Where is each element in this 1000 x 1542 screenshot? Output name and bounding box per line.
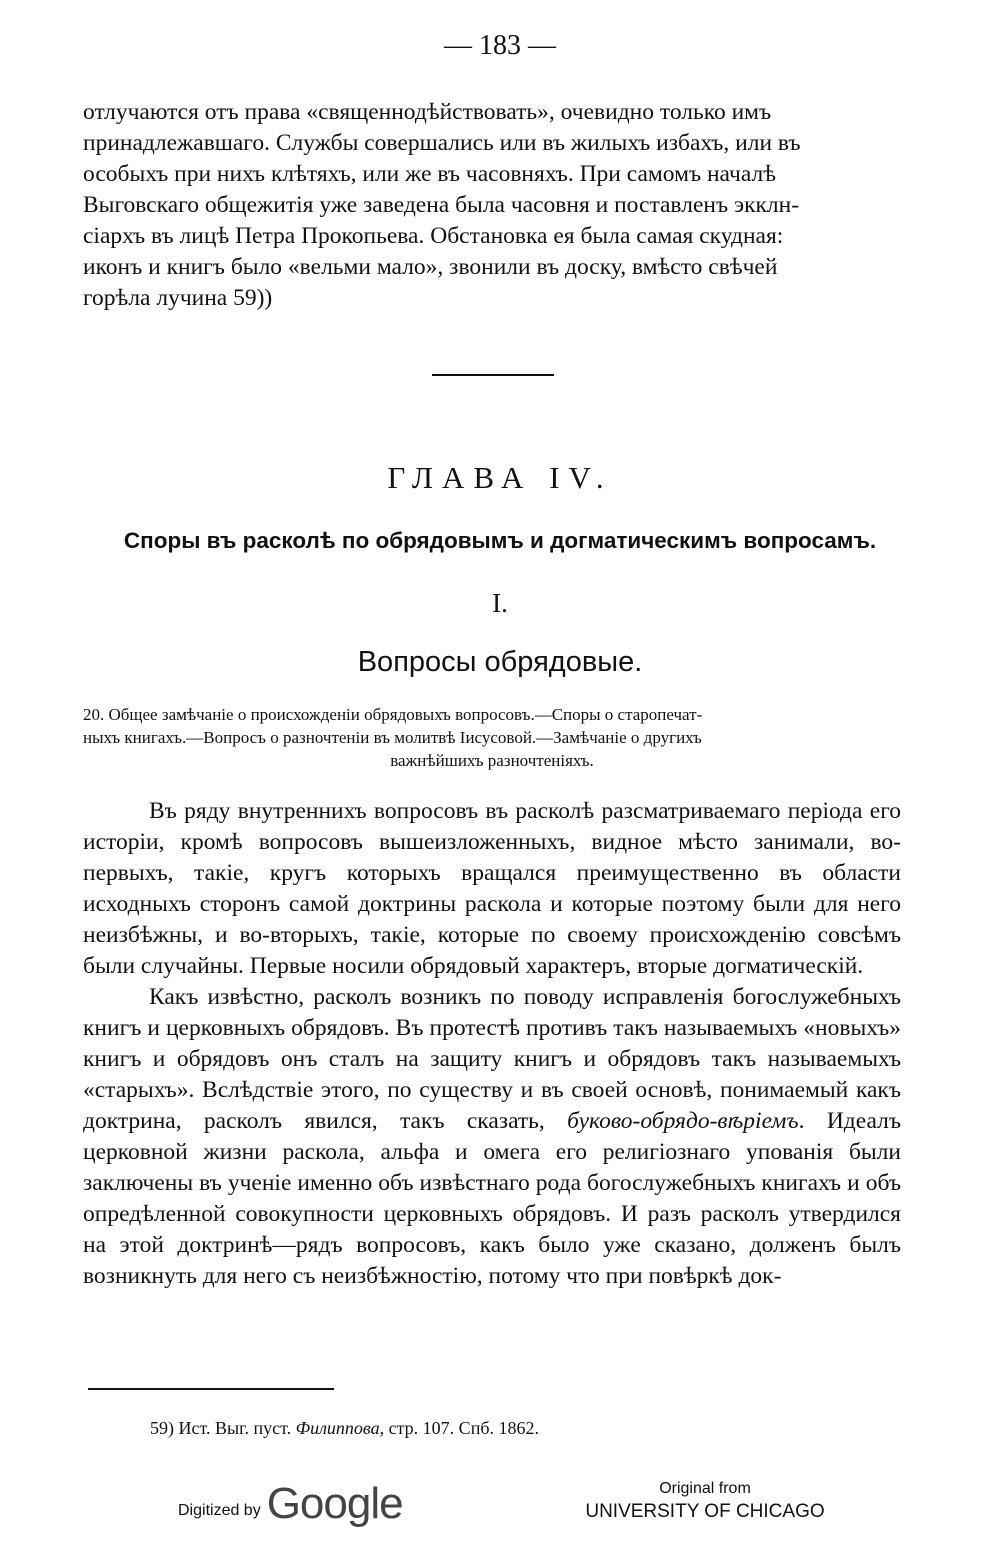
section-title: Вопросы обрядовые. xyxy=(357,646,643,678)
footnote-mark: 59) xyxy=(150,1418,174,1438)
original-label: Original from xyxy=(659,1480,751,1497)
footnote xyxy=(150,1418,539,1439)
section-number: I. xyxy=(492,588,508,618)
body-text-run: . Идеалъ церковной жизни раскола, альфа и омега его религіознаго упованія были заключены въ ученіе именно объ извѣстнаго рода богослужебныхъ книгахъ и объ опредѣленной совокупности церковныхъ обрядовъ. И разъ расколъ утвердился на этой доктринѣ—рядъ вопросовъ, какъ было уже сказано, долженъ былъ возникнуть для него съ неизбѣжностію, потому что при повѣркѣ док- xyxy=(83,1108,901,1289)
footnote-divider xyxy=(88,1388,334,1390)
google-logo: Google xyxy=(266,1479,403,1528)
digitized-by-watermark xyxy=(178,1466,403,1526)
page-number: — 183 — xyxy=(444,30,556,61)
footnote-text: , стр. 107. Спб. 1862. xyxy=(379,1418,539,1438)
summary-line: важнѣйшихъ разночтеніяхъ. xyxy=(390,751,594,770)
institution-name: UNIVERSITY OF CHICAGO xyxy=(585,1501,825,1522)
intro-line: горѣла лучина 59)) xyxy=(83,285,273,311)
intro-line: Выговскаго общежитія уже заведена была часовня и поставленъ экклн- xyxy=(83,192,800,218)
chapter-subtitle: Споры въ расколѣ по обрядовымъ и догматическимъ вопросамъ. xyxy=(123,528,877,553)
body-paragraph: Въ ряду внутреннихъ вопросовъ въ расколѣ разсматриваемаго періода его исторіи, кромѣ вопросовъ вышеизложенныхъ, видное мѣсто занимали, во-первыхъ, такіе, кругъ которыхъ вращался преимущественно въ области исходныхъ сторонъ самой доктрины раскола и которые поэтому были для него неизбѣжны, и во-вторыхъ, такіе, которые по своему происхожденію совсѣмъ были случайны. Первые носили обрядовый характеръ, вторые догматическій. xyxy=(83,798,901,979)
digitized-label: Digitized by xyxy=(178,1502,261,1519)
intro-line: иконъ и книгъ было «вельми мало», звонили въ доску, вмѣсто свѣчей xyxy=(83,254,778,280)
body-paragraph xyxy=(83,982,901,1292)
summary-line: ныхъ книгахъ.—Вопросъ о разночтеніи въ молитвѣ Іисусовой.—Замѣчаніе о другихъ xyxy=(83,728,702,747)
intro-line: принадлежавшаго. Службы совершались или въ жилыхъ избахъ, или въ xyxy=(83,130,801,156)
footnote-author: Филиппова xyxy=(295,1418,380,1438)
intro-line: отлучаются отъ права «священнодѣйствовать», очевидно только имъ xyxy=(83,99,772,125)
body-text-run: Какъ извѣстно, расколъ возникъ по поводу исправленія богослужебныхъ книгъ и церковныхъ обрядовъ. Въ протестѣ противъ такъ называемыхъ «новыхъ» книгъ и обрядовъ онъ сталъ на защиту книгъ и обрядовъ такъ называемыхъ «старыхъ». Вслѣдствіе этого, по существу и въ своей основѣ, понимаемый какъ доктрина, расколъ явился, такъ сказать, xyxy=(83,984,901,1134)
intro-line: особыхъ при нихъ клѣтяхъ, или же въ часовняхъ. При самомъ началѣ xyxy=(83,161,776,187)
intro-line: сіархъ въ лицѣ Петра Прокопьева. Обстановка ея была самая скудная: xyxy=(83,223,784,249)
summary-line: 20. Общее замѣчаніе о происхожденіи обрядовыхъ вопросовъ.—Споры о старопечат- xyxy=(83,705,703,724)
body-italic-term: буково-обрядо-вѣріемъ xyxy=(567,1108,799,1134)
section-summary xyxy=(83,703,901,772)
chapter-title: ГЛАВА IV. xyxy=(387,460,613,495)
section-divider xyxy=(432,374,554,376)
intro-paragraph xyxy=(83,97,901,314)
body-text xyxy=(83,796,901,1292)
original-from-watermark xyxy=(575,1478,835,1524)
footnote-text: Ист. Выг. пуст. xyxy=(174,1418,296,1438)
